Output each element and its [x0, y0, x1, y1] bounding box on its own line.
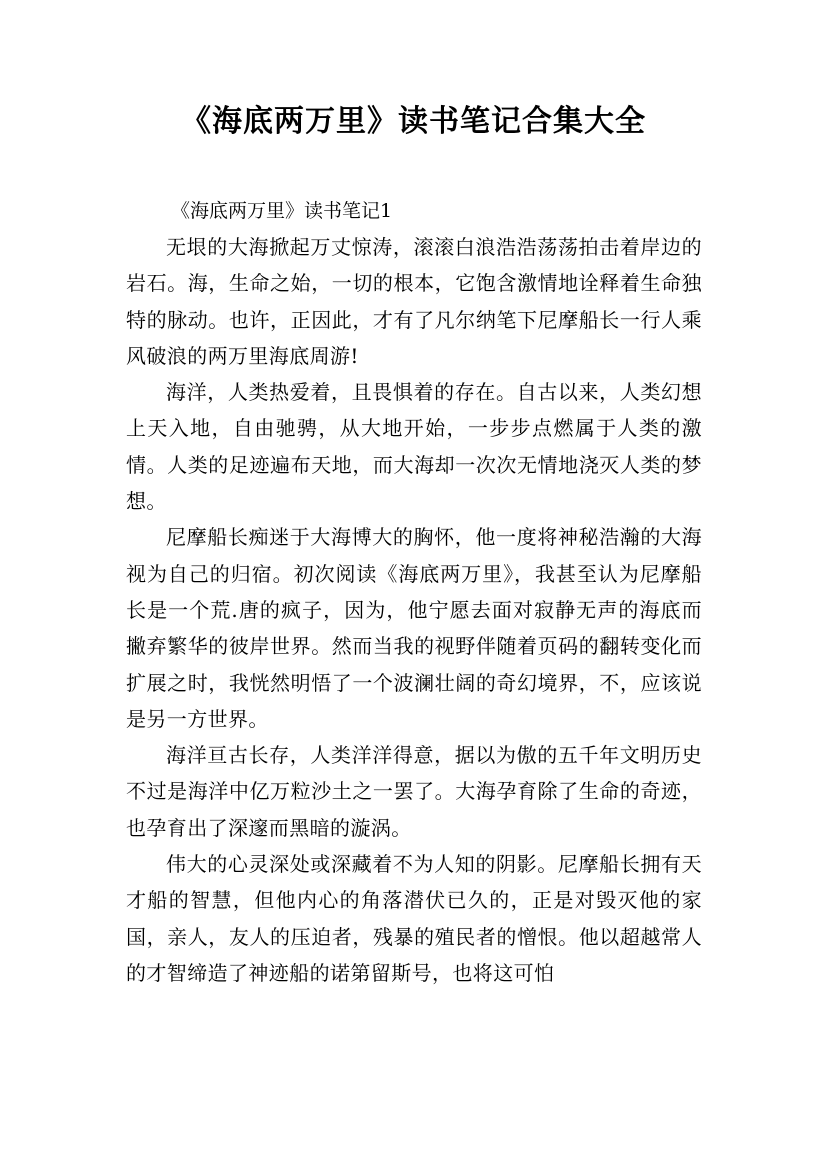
document-title: 《海底两万里》读书笔记合集大全 — [181, 104, 646, 139]
paragraph: 伟大的心灵深处或深藏着不为人知的阴影。尼摩船长拥有天才船的智慧，但他内心的角落潜伏已久的，正是对毁灭他的家国，亲人，友人的压迫者，残暴的殖民者的憎恨。他以超越常人的才智缔造了神迹船的诺第留斯号，也将这可怕 — [126, 852, 702, 985]
paragraph: 海洋，人类热爱着，且畏惧着的存在。自古以来，人类幻想上天入地，自由驰骋，从大地开始，一步步点燃属于人类的激情。人类的足迹遍布天地，而大海却一次次无情地浇灭人类的梦想。 — [126, 380, 702, 514]
section-heading: 《海底两万里》读书笔记1 — [171, 200, 393, 222]
paragraph: 无垠的大海掀起万丈惊涛，滚滚白浪浩浩荡荡拍击着岸边的岩石。海，生命之始，一切的根本，它饱含激情地诠释着生命独特的脉动。也许，正因此，才有了凡尔纳笔下尼摩船长一行人乘风破浪的两万里海底周游! — [126, 235, 702, 368]
paragraph: 海洋亘古长存，人类洋洋得意，据以为傲的五千年文明历史不过是海洋中亿万粒沙土之一罢了。大海孕育除了生命的奇迹，也孕育出了深邃而黑暗的漩涡。 — [126, 743, 702, 840]
document-body — [126, 193, 702, 991]
paragraph: 尼摩船长痴迷于大海博大的胸怀，他一度将神秘浩瀚的大海视为自己的归宿。初次阅读《海底两万里》，我甚至认为尼摩船长是一个荒.唐的疯子，因为，他宁愿去面对寂静无声的海底而撇弃繁华的彼岸世界。然而当我的视野伴随着页码的翻转变化而扩展之时，我恍然明悟了一个波澜壮阔的奇幻境界，不，应该说是另一方世界。 — [126, 525, 702, 731]
